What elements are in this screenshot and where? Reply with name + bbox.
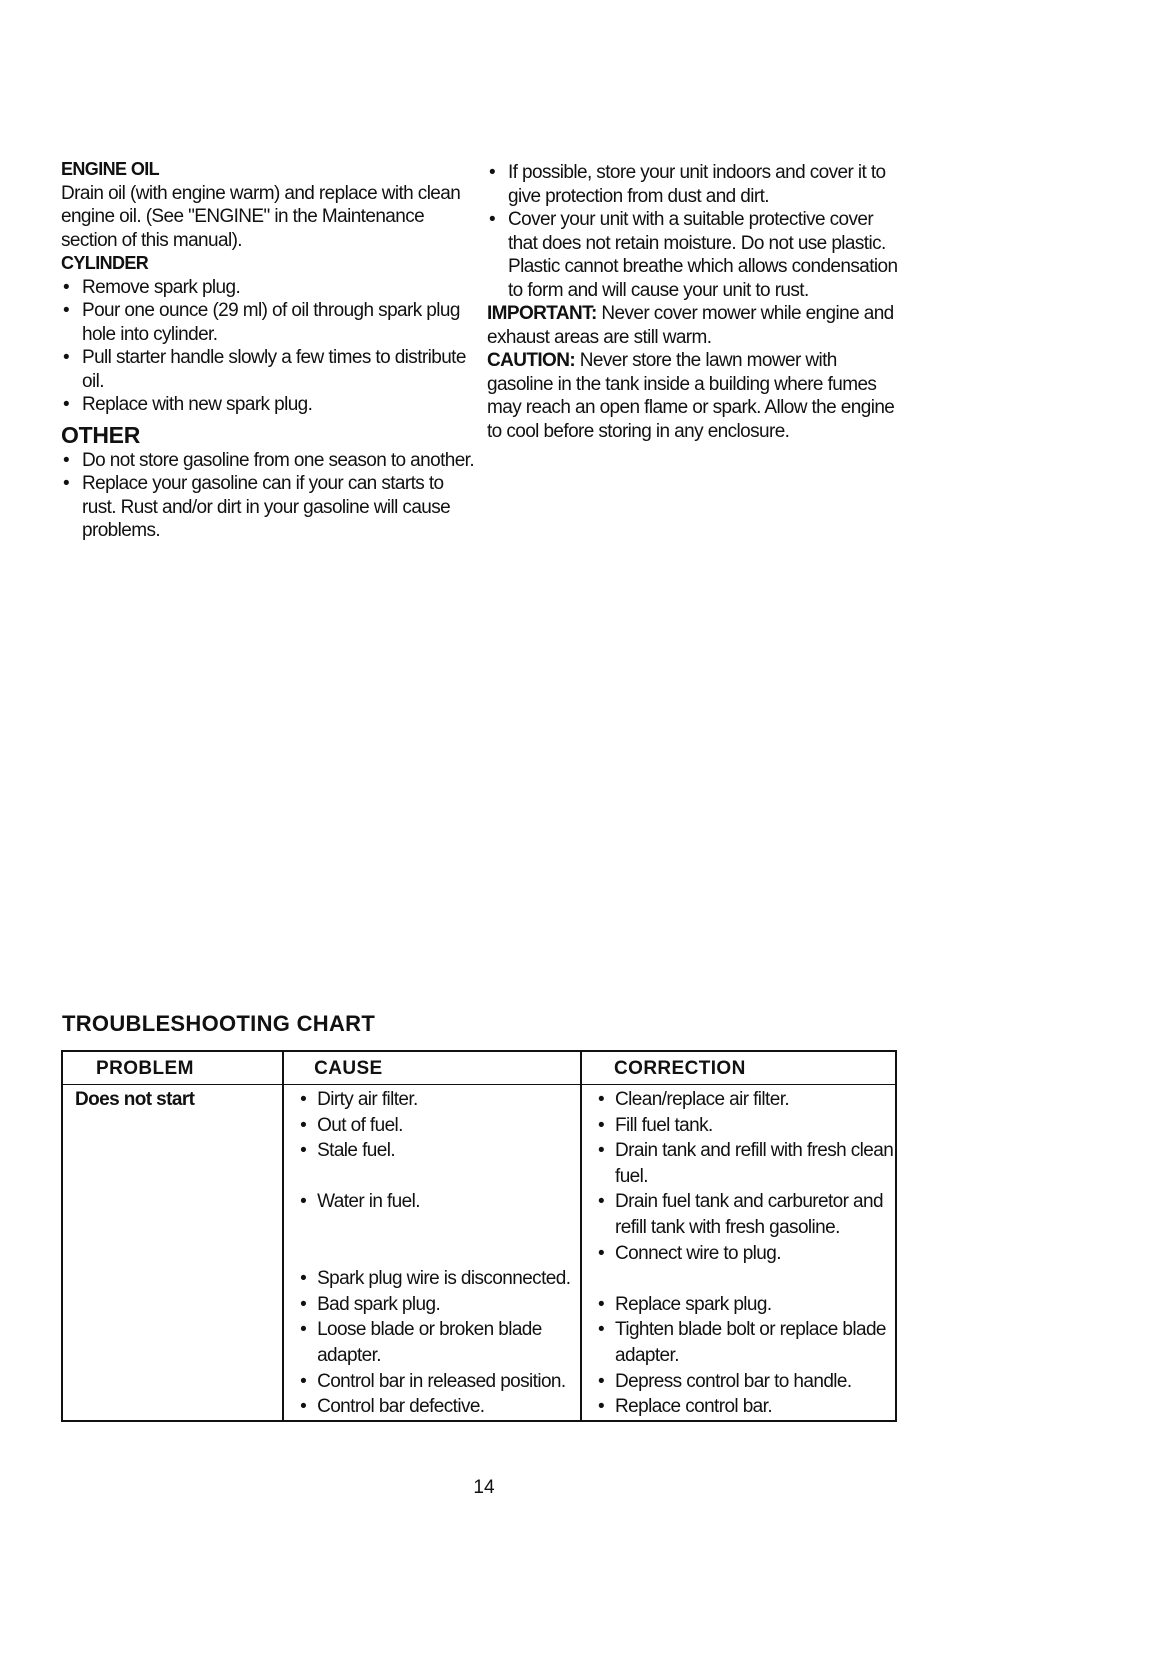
important-label: IMPORTANT: — [487, 303, 597, 324]
list-item: • Bad spark plug. — [300, 1292, 580, 1318]
list-item: • Replace your gasoline can if your can starts to rust. Rust and/or dirt in your gasoline will cause problems. — [61, 472, 481, 543]
engine-oil-text: Drain oil (with engine warm) and replace with clean engine oil. (See "ENGINE" in the Maintenance section of this manual). — [61, 182, 461, 251]
troubleshooting-title: TROUBLESHOOTING CHART — [62, 1011, 376, 1036]
important-text: Never cover mower while engine and exhaust areas are still warm. — [487, 303, 894, 348]
header-cause: CAUSE — [283, 1051, 581, 1085]
page-number: 14 — [473, 1477, 495, 1498]
list-item: • Depress control bar to handle. — [598, 1369, 895, 1395]
other-heading: OTHER — [61, 421, 141, 448]
cylinder-list — [61, 276, 481, 417]
list-item: • Pull starter handle slowly a few times to distribute oil. — [61, 346, 481, 393]
list-item: • Connect wire to plug. — [598, 1241, 895, 1267]
list-item: • Replace control bar. — [598, 1394, 895, 1420]
list-item: • Water in fuel. — [300, 1189, 580, 1215]
list-item: • Control bar in released position. — [300, 1369, 580, 1395]
troubleshooting-table — [61, 1050, 897, 1422]
list-item: • Spark plug wire is disconnected. — [300, 1266, 580, 1292]
caution-label: CAUTION: — [487, 350, 576, 371]
cause-cell — [283, 1085, 581, 1421]
list-item: • Drain tank and refill with fresh clean fuel. — [598, 1138, 895, 1189]
list-item: • Clean/replace air filter. — [598, 1087, 895, 1113]
list-item: • Dirty air filter. — [300, 1087, 580, 1113]
important-note — [487, 302, 907, 349]
list-item: • If possible, store your unit indoors and cover it to give protection from dust and dirt. — [487, 161, 907, 208]
caution-text: Never store the lawn mower with gasoline in the tank inside a building where fumes may reach an open flame or spark. Allow the engine to cool before storing in any enclosure. — [487, 350, 895, 442]
storage-list — [487, 161, 907, 302]
cause-list — [284, 1087, 580, 1420]
list-item: • Out of fuel. — [300, 1113, 580, 1139]
list-item: • Remove spark plug. — [61, 276, 481, 300]
cylinder-heading: CYLINDER — [61, 253, 149, 273]
right-column — [487, 161, 907, 443]
list-item: • Fill fuel tank. — [598, 1113, 895, 1139]
table-header-row — [62, 1051, 896, 1085]
table-row — [62, 1085, 896, 1421]
list-item: • Control bar defective. — [300, 1394, 580, 1420]
correction-cell — [581, 1085, 896, 1421]
correction-list — [582, 1087, 895, 1420]
list-item: • Do not store gasoline from one season to another. — [61, 449, 481, 473]
left-column — [61, 158, 481, 543]
list-item: • Tighten blade bolt or replace blade adapter. — [598, 1317, 895, 1368]
list-item: • Replace spark plug. — [598, 1292, 895, 1318]
header-problem: PROBLEM — [96, 1058, 194, 1079]
engine-oil-heading: ENGINE OIL — [61, 159, 160, 179]
list-item: • Stale fuel. — [300, 1138, 580, 1164]
header-correction: CORRECTION — [581, 1051, 896, 1085]
problem-cell: Does not start — [75, 1089, 195, 1110]
list-item: • Replace with new spark plug. — [61, 393, 481, 417]
other-list — [61, 449, 481, 543]
list-item: • Pour one ounce (29 ml) of oil through spark plug hole into cylinder. — [61, 299, 481, 346]
caution-note — [487, 349, 907, 443]
list-item: • Drain fuel tank and carburetor and refill tank with fresh gasoline. — [598, 1189, 895, 1240]
list-item: • Loose blade or broken blade adapter. — [300, 1317, 580, 1368]
list-item: • Cover your unit with a suitable protective cover that does not retain moisture. Do not use plastic. Plastic cannot breathe which allows condensation to form and will cause your unit to rust. — [487, 208, 907, 302]
